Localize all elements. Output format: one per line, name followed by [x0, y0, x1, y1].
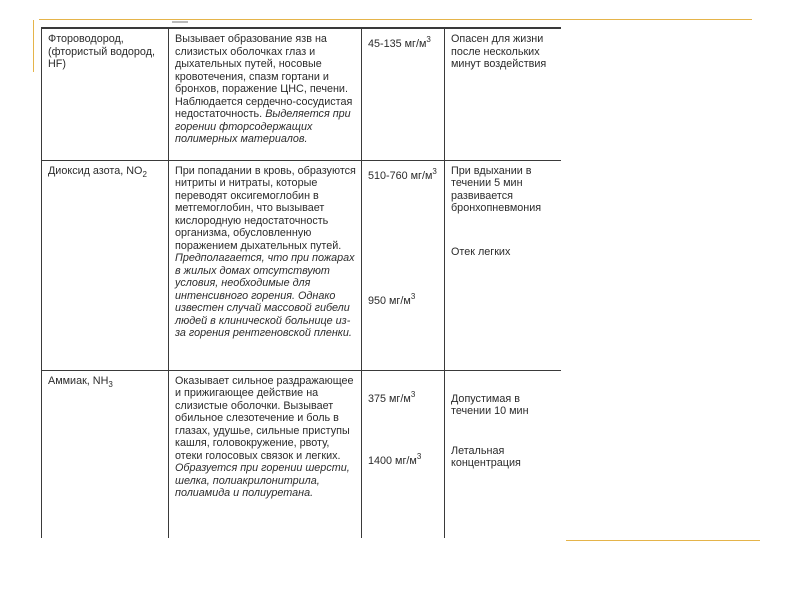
outcome-cell: [445, 370, 562, 538]
concentration-exponent: 3: [426, 35, 431, 44]
effect-note: Образуется при горении шерсти, шелка, полиакрилонитрила, полиамида и полиуретана.: [175, 462, 350, 499]
substance-subscript: 3: [108, 379, 113, 389]
table-row: [42, 160, 562, 370]
table-row: [42, 370, 562, 538]
substance-name-line3: HF): [48, 58, 66, 70]
substance-cell: [42, 160, 169, 370]
substance-cell: [42, 370, 169, 538]
document-scan: [41, 27, 561, 542]
concentration-cell: [362, 28, 445, 160]
scan-residue: [172, 20, 188, 24]
substance-name: Аммиак, NH: [48, 374, 109, 387]
toxic-gases-table: [41, 27, 561, 538]
concentration-cell: [362, 370, 445, 538]
concentration-exponent: 3: [432, 166, 437, 176]
effect-note: Выделяется при горении фторсодержащих полимерных материалов.: [175, 108, 351, 145]
concentration-value: 375 мг/м: [368, 392, 411, 405]
substance-subscript: 2: [142, 169, 147, 179]
substance-name: Фтороводород,: [48, 33, 124, 45]
slide-bottom-rule: [566, 540, 760, 541]
concentration-value-2: 950 мг/м: [368, 295, 411, 307]
effect-cell: [169, 370, 362, 538]
concentration-value: 510-760 мг/м: [368, 169, 433, 182]
outcome-cell: [445, 28, 562, 160]
substance-name: Диоксид азота, NO: [48, 164, 143, 177]
outcome-text: Допустимая в течении 10 мин: [451, 392, 529, 417]
effect-text: Вызывает образование язв на слизистых оболочках глаз и дыхательных путей, носовые кровотечения, спазм гортани и бронхов, поражение ЦНС, печени. Наблюдается сердечно-сосудистая недостаточность.: [175, 33, 353, 120]
outcome-text: При вдыхании в течении 5 мин развивается бронхопневмония: [451, 164, 542, 214]
slide-top-rule: [39, 19, 752, 20]
outcome-text-2: Отек легких: [451, 245, 511, 258]
effect-cell: [169, 160, 362, 370]
effect-cell: [169, 28, 362, 160]
outcome-text-2: Летальная концентрация: [451, 444, 521, 469]
concentration-exponent-2: 3: [410, 292, 416, 301]
concentration-exponent-2: 3: [416, 452, 422, 461]
substance-name-line2: (фтористый водород,: [48, 45, 155, 58]
outcome-text: Опасен для жизни после нескольких минут воздействия: [451, 33, 547, 70]
concentration-cell: [362, 160, 445, 370]
effect-note: Предполагается, что при пожарах в жилых домах отсутствуют условия, необходимые для интенсивного горения. Однако известен случай массовой гибели людей в клинической больнице из-за горения рентгеновской пленки.: [175, 252, 355, 339]
concentration-exponent: 3: [410, 389, 416, 399]
concentration-value: 45-135 мг/м: [368, 38, 427, 50]
effect-text: При попадании в кровь, образуются нитриты и нитраты, которые переводят оксигемоглобин в метгемоглобин, что вызывает кислородную недостаточность организма, обусловленную поражением дыхательных путей.: [175, 164, 356, 252]
effect-text: Оказывает сильное раздражающее и прижигающее действие на слизистые оболочки. Вызывает обильное слезотечение и боль в глазах, удушье, сильные приступы кашля, головокружение, рвоту, отеки голосовых связок и легких.: [175, 374, 354, 462]
table-row: [42, 28, 562, 160]
outcome-cell: [445, 160, 562, 370]
concentration-value-2: 1400 мг/м: [368, 455, 417, 467]
slide-left-accent: [33, 20, 34, 72]
substance-cell: [42, 28, 169, 160]
